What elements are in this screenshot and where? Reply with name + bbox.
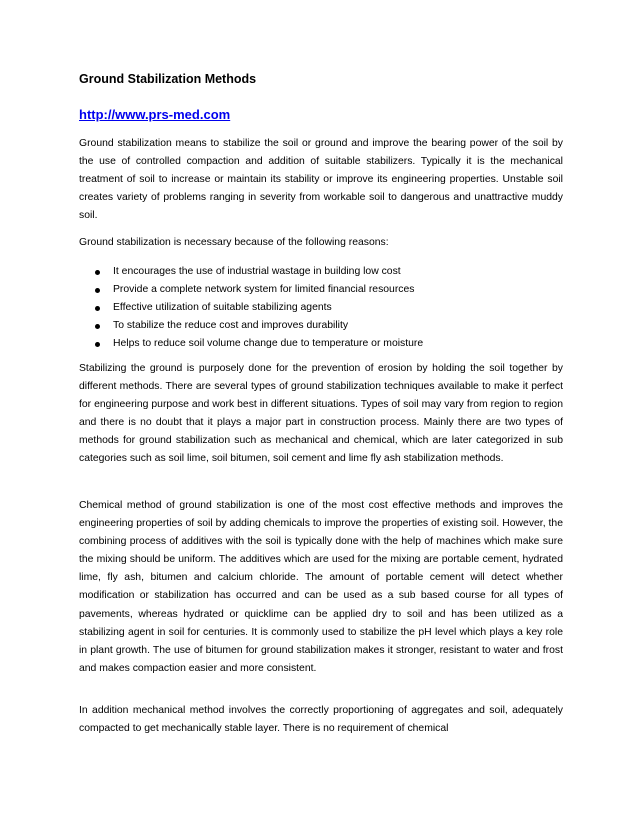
list-item bbox=[95, 335, 423, 353]
bullet-icon bbox=[95, 270, 100, 275]
reasons-list bbox=[95, 263, 423, 353]
list-item-text: Effective utilization of suitable stabilizing agents bbox=[113, 302, 332, 314]
website-link[interactable]: http://www.prs-med.com bbox=[79, 107, 231, 122]
paragraph-chemical-method: Chemical method of ground stabilization is one of the most cost effective methods and improves the engineering properties of soil by adding chemicals to improve the properties of existing soil. However, the combining process of additives with the soil is typically done with the help of machines which make sure the mixing should be uniform. The additives which are used for the mixing are portable cement, hydrated lime, fly ash, bitumen and calcium chloride. The amount of portable cement will detect whether modification or stabilization has occurred and can be used as a sub based course for all types of pavements, whereas hydrated or quicklime can be applied dry to soil and has been utilized as a stabilizing agent in soil for centuries. It is commonly used to stabilize the pH level which plays a key role in plant growth. The use of bitumen for ground stabilization makes it stronger, resistant to water and frost and makes compaction easier and more consistent. bbox=[79, 500, 563, 674]
list-item bbox=[95, 317, 423, 335]
paragraph-mechanical-method: In addition mechanical method involves the correctly proportioning of aggregates and soil, adequately compacted to get mechanically stable layer. There is no requirement of chemical bbox=[79, 705, 563, 735]
bullet-icon bbox=[95, 306, 100, 311]
bullet-icon bbox=[95, 324, 100, 329]
list-item bbox=[95, 281, 423, 299]
list-item bbox=[95, 263, 423, 281]
paragraph-stabilizing: Stabilizing the ground is purposely done for the prevention of erosion by holding the soil together by different methods. There are several types of ground stabilization techniques available to make it perfect for engineering purpose and work best in different situations. Types of soil may vary from region to region and there is no doubt that it plays a major part in construction process. Mainly there are two types of methods for ground stabilization such as mechanical and chemical, which are later categorized in sub categories such as soil lime, soil bitumen, soil cement and lime fly ash stabilization methods. bbox=[79, 363, 563, 465]
list-item bbox=[95, 299, 423, 317]
list-item-text: Helps to reduce soil volume change due to temperature or moisture bbox=[113, 338, 424, 350]
document-title: Ground Stabilization Methods bbox=[79, 72, 257, 86]
list-item-text: Provide a complete network system for limited financial resources bbox=[113, 284, 415, 296]
paragraph-reasons-intro: Ground stabilization is necessary because of the following reasons: bbox=[79, 237, 389, 248]
paragraph-definition: Ground stabilization means to stabilize the soil or ground and improve the bearing power of the soil by the use of controlled compaction and addition of suitable stabilizers. Typically it is the mechanical treatment of soil to increase or maintain its stability or improve its engineering properties. Unstable soil creates variety of problems ranging in severity from workable soil to dangerous and unattractive muddy soil. bbox=[79, 138, 563, 222]
list-item-text: It encourages the use of industrial wastage in building low cost bbox=[113, 266, 401, 277]
bullet-icon bbox=[95, 288, 100, 293]
list-item-text: To stabilize the reduce cost and improves durability bbox=[113, 320, 349, 332]
bullet-icon bbox=[95, 342, 100, 347]
